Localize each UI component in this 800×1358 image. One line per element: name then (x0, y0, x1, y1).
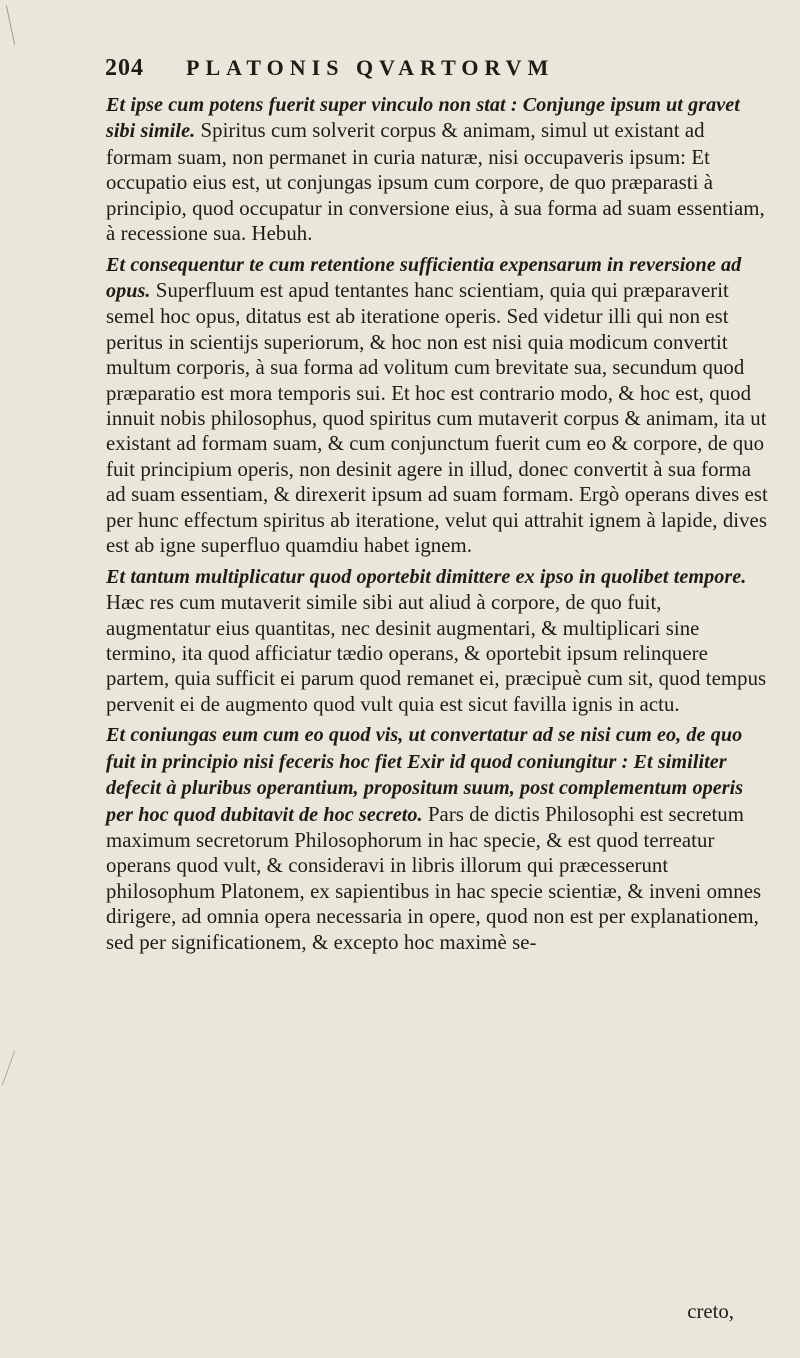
page-number: 204 (105, 54, 144, 81)
main-text (106, 92, 769, 1302)
catchword: creto, (687, 1300, 734, 1323)
running-head: PLATONIS QVARTORVM (186, 55, 555, 80)
paragraph (106, 564, 769, 717)
italic-heading: Et ipse cum potens fuerit super vinculo non stat : Conjunge ipsum ut gravet sibi simile. (106, 94, 740, 143)
italic-heading: Et tantum multiplicatur quod oportebit dimittere ex ipso in quolibet tempore. (106, 565, 747, 588)
italic-heading: Et coniungas eum cum eo quod vis, ut convertatur ad se nisi cum eo, de quo fuit in principio nisi feceris hoc fiet Exir id quod coniungitur : Et similiter defecit à pluribus operantium, propositum suum, post complementum operis per hoc quod dubitavit de hoc secreto. (106, 724, 744, 826)
paragraph (106, 722, 769, 955)
paragraph-text: Spiritus cum solverit corpus & animam, simul ut existant ad formam suam, non permanet in curia naturæ, nisi occupaveris ipsum: Et occupatio eius est, ut conjungas ipsum cum corpore, de quo præparasti à principio, quod occupatur in conversione eius, à sua forma ad suam essentiam, à recessione sua. Hebuh. (106, 119, 765, 246)
paragraph-text: Hæc res cum mutaverit simile sibi aut aliud à corpore, de quo fuit, augmentatur eius quantitas, nec desinit augmentari, & multiplicari sine termino, ita quod afficiatur tædio operans, & oportebit ipsum relinquere partem, quia sufficit ei parum quod remanet ei, præcipuè cum sit, quod tempus pervenit ei de augmento quod vult quia est sicut favilla ignis in actu. (106, 591, 767, 716)
paragraph (106, 92, 769, 246)
paragraph-text: Pars de dictis Philosophi est secretum maximum secretorum Philosophorum in hac specie, & est quod terreatur operans quod vult, & consideravi in libris illorum qui præcesserunt philosophum Platonem, ex sapientibus in hac specie scientiæ, & inveni omnes dirigere, ad omnia opera necessaria in opere, quod non est per explanationem, sed per significationem, & excepto hoc maximè se- (106, 802, 762, 954)
margin-mark (6, 5, 15, 44)
page-header (105, 48, 740, 88)
paragraph (106, 252, 769, 559)
margin-mark (2, 1051, 15, 1085)
italic-heading: Et consequentur te cum retentione sufficientia expensarum in reversione ad opus. (106, 253, 742, 303)
paragraph-text: Superfluum est apud tentantes hanc scientiam, quia qui præparaverit semel hoc opus, ditatus est ab iteratione operis. Sed videtur illi qui non est peritus in scientijs superiorum, & hoc non est nisi quia modicum convertit multum corporis, à sua forma ad volitum cum brevitate sua, secundum quod præparatio est mora temporis sui. Et hoc est contrario modo, & hoc est, quod innuit nobis philosophus, quod spiritus cum mutaverit corpus & animam, ita ut existant ad formam suam, & cum conjunctum fuerit cum eo & corpore, de quo fuit principium operis, non desinit agere in illud, donec convertit à sua forma ad suam essentiam, & direxerit ipsum ad suam formam. Ergò operans dives est per hunc effectum spiritus ab iteratione, velut qui attrahit ignem à lapide, dives est ab igne superfluo quamdiu habet ignem. (106, 279, 768, 558)
